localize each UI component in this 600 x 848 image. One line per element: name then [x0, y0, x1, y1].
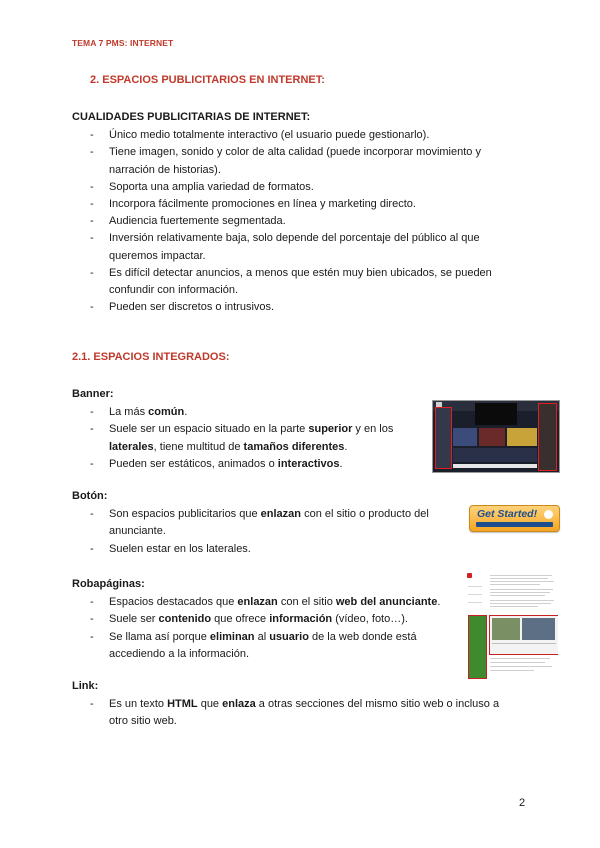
list-item: - Audiencia fuertemente segmentada.: [72, 213, 512, 230]
list-item: - Espacios destacados que enlazan con el sitio web del anunciante.: [72, 594, 457, 611]
section-title: 2. ESPACIOS PUBLICITARIOS EN INTERNET:: [90, 74, 325, 86]
cualidades-label: CUALIDADES PUBLICITARIAS DE INTERNET:: [72, 111, 311, 123]
list-item: - Tiene imagen, sonido y color de alta calidad (puede incorporar movimiento y narración de historias).: [72, 144, 512, 178]
get-started-button-example: [469, 505, 560, 532]
boton-list: [72, 506, 452, 558]
list-item: - Suele ser contenido que ofrece información (vídeo, foto…).: [72, 611, 457, 628]
banner-label: Banner:: [72, 388, 114, 400]
list-item: - Incorpora fácilmente promociones en línea y marketing directo.: [72, 196, 512, 213]
list-item: - Es difícil detectar anuncios, a menos que estén muy bien ubicados, se pueden confundir con información.: [72, 265, 512, 299]
boton-label: Botón:: [72, 490, 108, 502]
list-item: - Pueden ser estáticos, animados o interactivos.: [72, 456, 422, 473]
running-header: TEMA 7 PMS: INTERNET: [72, 38, 174, 48]
banner-list: [72, 404, 422, 473]
robapaginas-example-image: [466, 572, 558, 682]
arrow-icon: [544, 510, 553, 519]
robapaginas-block: [72, 576, 457, 663]
boton-block: [72, 488, 452, 558]
list-item: - Inversión relativamente baja, solo depende del porcentaje del público al que queremos impactar.: [72, 230, 512, 264]
list-item: - Pueden ser discretos o intrusivos.: [72, 299, 512, 316]
banner-example-image: [432, 400, 560, 473]
list-item: - Se llama así porque eliminan al usuario de la web donde está accediendo a la información.: [72, 629, 457, 663]
list-item: - Soporta una amplia variedad de formatos.: [72, 179, 512, 196]
cualidades-list: [72, 127, 512, 316]
list-item: - Es un texto HTML que enlaza a otras secciones del mismo sitio web o incluso a otro sitio web.: [72, 696, 512, 730]
link-label: Link:: [72, 680, 99, 692]
robapaginas-list: [72, 594, 457, 663]
list-item: - Único medio totalmente interactivo (el usuario puede gestionarlo).: [72, 127, 512, 144]
list-item: - Suelen estar en los laterales.: [72, 541, 452, 558]
page-number: 2: [519, 797, 526, 809]
button-example-label: Get Started!: [477, 508, 538, 520]
link-block: [72, 678, 512, 731]
subsection-title: 2.1. ESPACIOS INTEGRADOS:: [72, 351, 230, 363]
link-list: [72, 696, 512, 730]
list-item: - Son espacios publicitarios que enlazan con el sitio o producto del anunciante.: [72, 506, 452, 540]
cualidades-block: [72, 109, 512, 316]
banner-block: [72, 386, 422, 473]
list-item: - La más común.: [72, 404, 422, 421]
list-item: - Suele ser un espacio situado en la parte superior y en los laterales, tiene multitud de tamaños diferentes.: [72, 421, 422, 455]
robapaginas-label: Robapáginas:: [72, 578, 145, 590]
